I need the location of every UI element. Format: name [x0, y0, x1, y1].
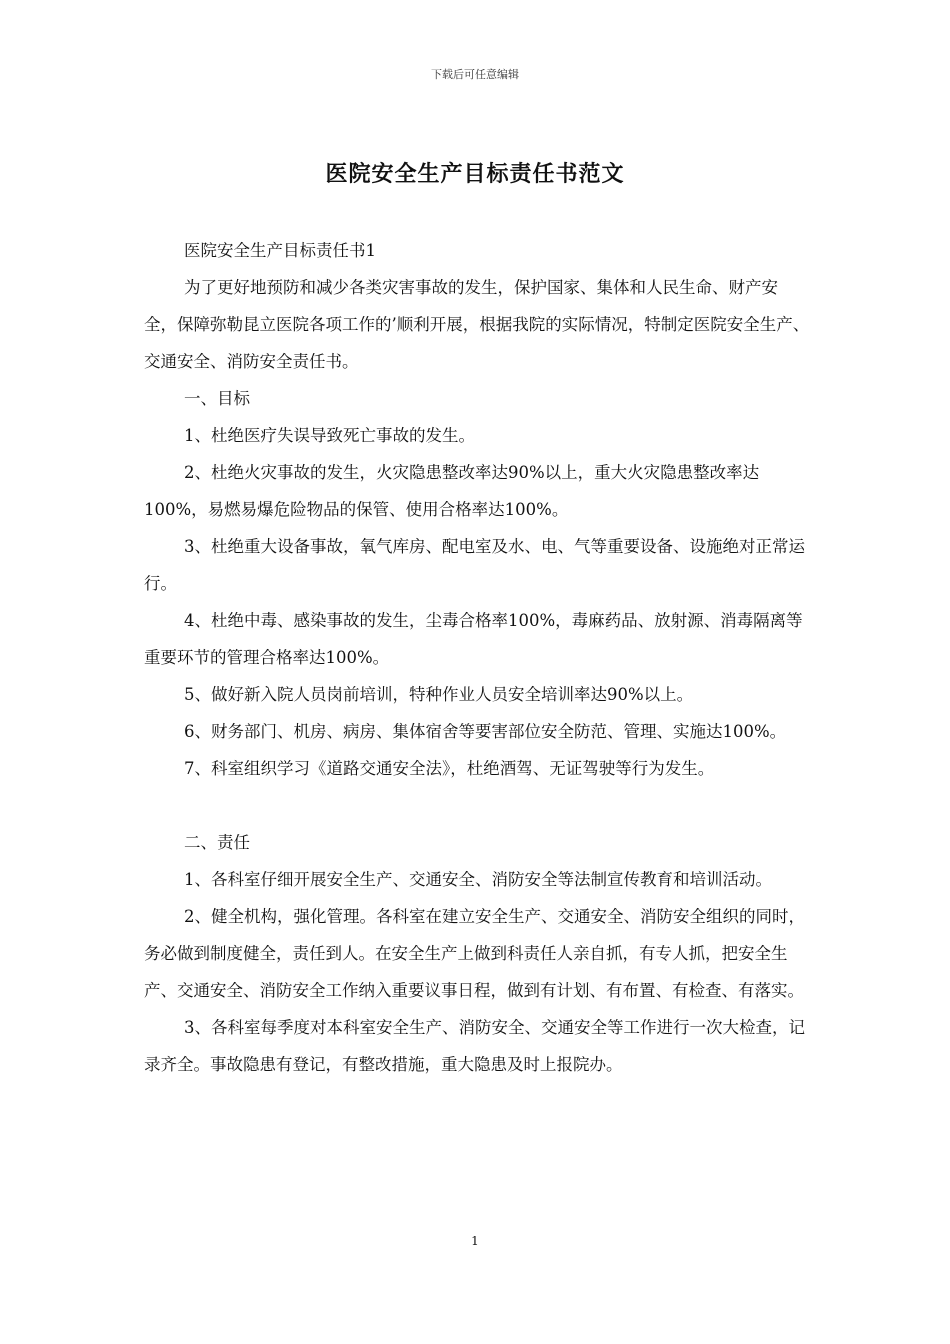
- responsibility-item-1: 1、各科室仔细开展安全生产、交通安全、消防安全等法制宣传教育和培训活动。: [184, 870, 772, 889]
- paragraph-intro: 为了更好地预防和减少各类灾害事故的发生，保护国家、集体和人民生命、财产安全，保障弥勒昆立医院各项工作的’顺利开展，根据我院的实际情况，特制定医院安全生产、交通安全、消防安全责任书。: [144, 278, 810, 371]
- goal-item-7: 7、科室组织学习《道路交通安全法》，杜绝酒驾、无证驾驶等行为发生。: [184, 759, 715, 778]
- goal-item-2: 2、杜绝火灾事故的发生，火灾隐患整改率达90%以上，重大火灾隐患整改率达100%，易燃易爆危险物品的保管、使用合格率达100%。: [144, 463, 760, 519]
- goal-item-4: 4、杜绝中毒、感染事故的发生，尘毒合格率100%，毒麻药品、放射源、消毒隔离等重要环节的管理合格率达100%。: [144, 611, 803, 667]
- section-heading-goals: 一、目标: [184, 389, 250, 408]
- section-heading-responsibility: 二、责任: [184, 833, 250, 852]
- goal-item-6: 6、财务部门、机房、病房、集体宿舍等要害部位安全防范、管理、实施达100%。: [184, 722, 787, 741]
- page-number: 1: [471, 1234, 479, 1248]
- goal-item-5: 5、做好新入院人员岗前培训，特种作业人员安全培训率达90%以上。: [184, 685, 694, 704]
- responsibility-item-3: 3、各科室每季度对本科室安全生产、消防安全、交通安全等工作进行一次大检查，记录齐全。事故隐患有登记，有整改措施，重大隐患及时上报院办。: [144, 1018, 805, 1074]
- goal-item-3: 3、杜绝重大设备事故，氧气库房、配电室及水、电、气等重要设备、设施绝对正常运行。: [144, 537, 805, 593]
- page-header: 下载后可任意编辑: [431, 68, 519, 81]
- responsibility-item-2: 2、健全机构，强化管理。各科室在建立安全生产、交通安全、消防安全组织的同时，务必做到制度健全，责任到人。在安全生产上做到科责任人亲自抓，有专人抓，把安全生产、交通安全、消防安全工作纳入重要议事日程，做到有计划、有布置、有检查、有落实。: [144, 907, 805, 1000]
- document-title: 医院安全生产目标责任书范文: [325, 161, 625, 187]
- goal-item-1: 1、杜绝医疗失误导致死亡事故的发生。: [184, 426, 475, 445]
- paragraph-subtitle: 医院安全生产目标责任书1: [184, 241, 376, 260]
- document-body: [144, 232, 810, 1083]
